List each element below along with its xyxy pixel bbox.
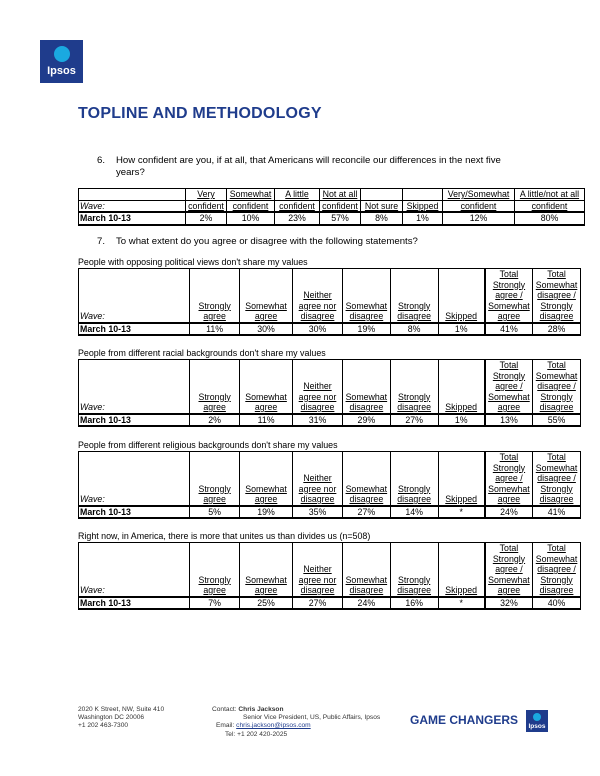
footer-address: 2020 K Street, NW, Suite 410 Washington DC 20006 +1 202 463-7300 (78, 706, 165, 730)
page-title: TOPLINE AND METHODOLOGY (78, 105, 322, 122)
statement-table: Total Total Strongly Somewhat Neither agree / disagree / Strongly Somewhat agree nor Somewhat Strongly Somewhat Strongly Wave: agree agree disagree disagree disagree Skipped agree disagree March 10-13 11% 30% 30% 19% 8% 1% 41% 28% (78, 268, 581, 336)
statement-label: People from different racial backgrounds don't share my values (78, 348, 326, 358)
statement-table: Total Total Strongly Somewhat Neither agree / disagree / Strongly Somewhat agree nor Somewhat Strongly Somewhat Strongly Wave: agree agree disagree disagree disagree Skipped agree disagree March 10-13 5% 19% 35% 27% 14% * 24% 41% (78, 451, 581, 519)
svg-text:Ipsos: Ipsos (528, 723, 546, 730)
ipsos-logo (40, 40, 83, 83)
statement-label: People from different religious backgrounds don't share my values (78, 440, 338, 450)
table-row: March 10-13 2% 11% 31% 29% 27% 1% 13% 55% (79, 414, 581, 427)
email-link[interactable]: chris.jackson@ipsos.com (236, 722, 311, 730)
statement-label: People with opposing political views don't share my values (78, 257, 308, 267)
statement-table: Total Total Strongly Somewhat Neither agree / disagree / Strongly Somewhat agree nor Somewhat Strongly Somewhat Strongly Wave: agree agree disagree disagree disagree Skipped agree disagree March 10-13 7% 25% 27% 24% 16% * 32% 40% (78, 542, 581, 610)
svg-text:Ipsos: Ipsos (47, 65, 76, 77)
table-row: March 10-13 2% 10% 23% 57% 8% 1% 12% 80% (79, 212, 585, 225)
table-row: March 10-13 5% 19% 35% 27% 14% * 24% 41% (79, 506, 581, 519)
q6-table: Very Somewhat A little Not at all Very/Somewhat A little/not at all Wave: confident confident confident confident Not sure Skipped confident confident March 10-13 2% 10% 23% 57% 8% 1% 12% 80% (78, 188, 585, 226)
statement-table: Total Total Strongly Somewhat Neither agree / disagree / Strongly Somewhat agree nor Somewhat Strongly Somewhat Strongly Wave: agree agree disagree disagree disagree Skipped agree disagree March 10-13 2% 11% 31% 29% 27% 1% 13% 55% (78, 359, 581, 427)
game-changers-tagline: GAME CHANGERS (410, 713, 519, 727)
statement-label: Right now, in America, there is more that unites us than divides us (n=508) (78, 531, 371, 541)
table-row: March 10-13 7% 25% 27% 24% 16% * 32% 40% (79, 597, 581, 610)
table-row: March 10-13 11% 30% 30% 19% 8% 1% 41% 28% (79, 323, 581, 336)
footer-contact: Contact: Chris Jackson Senior Vice President, US, Public Affairs, Ipsos Email: chris.jackson@ipsos.com Tel: +1 202 420-2025 (212, 706, 381, 738)
ipsos-logo-small (526, 710, 548, 732)
